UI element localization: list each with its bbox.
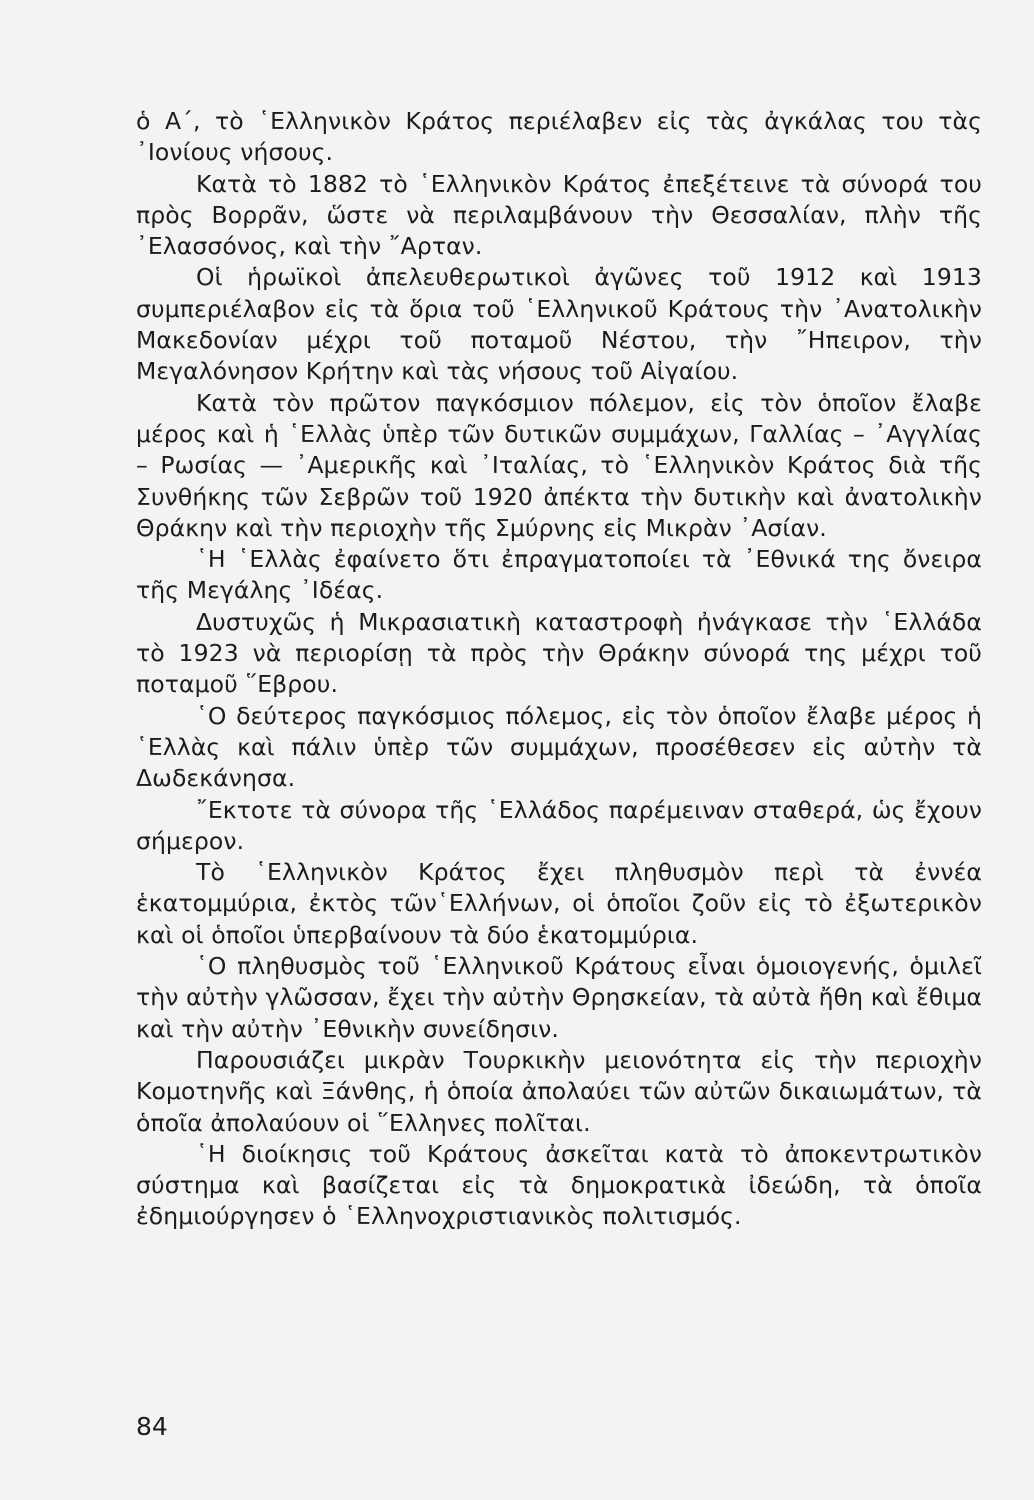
paragraph: Κατὰ τὸ 1882 τὸ ῾Ελληνικὸν Κράτος ἐπεξέτεινε τὰ σύνορά του πρὸς Βορρᾶν, ὥστε νὰ περιλαμβάνουν τὴν Θεσσαλίαν, πλὴν τῆς ᾿Ελασσόνος, καὶ τὴν ῎Αρταν.: [136, 169, 982, 261]
paragraph: ῾Η διοίκησις τοῦ Κράτους ἀσκεῖται κατὰ τὸ ἀποκεντρωτικὸν σύστημα καὶ βασίζεται εἰς τὰ δημοκρατικὰ ἰδεώδη, τὰ ὁποῖα ἐδημιούργησεν ὁ ῾Ελληνοχριστιανικὸς πολιτισμός.: [136, 1139, 982, 1231]
page-body: [136, 106, 982, 1233]
paragraph: ῎Εκτοτε τὰ σύνορα τῆς ῾Ελλάδος παρέμειναν σταθερά, ὡς ἔχουν σήμερον.: [136, 795, 982, 855]
page-number: 84: [136, 1412, 168, 1441]
paragraph: Τὸ ῾Ελληνικὸν Κράτος ἔχει πληθυσμὸν περὶ τὰ ἐννέα ἑκατομμύρια, ἐκτὸς τῶν῾Ελλήνων, οἱ ὁποῖοι ζοῦν εἰς τὸ ἐξωτερικὸν καὶ οἱ ὁποῖοι ὑπερβαίνουν τὰ δύο ἑκατομμύρια.: [136, 858, 982, 949]
paragraph: ῾Ο πληθυσμὸς τοῦ ῾Ελληνικοῦ Κράτους εἶναι ὁμοιογενής, ὁμιλεῖ τὴν αὐτὴν γλῶσσαν, ἔχει τὴν αὐτὴν Θρησκείαν, τὰ αὐτὰ ἤθη καὶ ἔθιμα καὶ τὴν αὐτὴν ᾿Εθνικὴν συνείδησιν.: [136, 952, 982, 1043]
paragraph: ῾Η ῾Ελλὰς ἐφαίνετο ὅτι ἐπραγματοποίει τὰ ᾿Εθνικά της ὄνειρα τῆς Μεγάλης ᾿Ιδέας.: [136, 545, 982, 605]
paragraph: Παρουσιάζει μικρὰν Τουρκικὴν μειονότητα εἰς τὴν περιοχὴν Κομοτηνῆς καὶ Ξάνθης, ἡ ὁποία ἀπολαύει τῶν αὐτῶν δικαιωμάτων, τὰ ὁποῖα ἀπολαύουν οἱ ῞Ελληνες πολῖται.: [136, 1045, 982, 1137]
paragraph-continuation: ὁ Α΄, τὸ ῾Ελληνικὸν Κράτος περιέλαβεν εἰς τὰς ἀγκάλας του τὰς ᾿Ιονίους νήσους.: [136, 107, 982, 167]
paragraph: Οἱ ἡρωϊκοὶ ἀπελευθερωτικοὶ ἀγῶνες τοῦ 1912 καὶ 1913 συμπεριέλαβον εἰς τὰ ὅρια τοῦ ῾Ελληνικοῦ Κράτους τὴν ᾿Ανατολικὴν Μακεδονίαν μέχρι τοῦ ποταμοῦ Νέστου, τὴν ῎Ηπειρον, τὴν Μεγαλόνησον Κρήτην καὶ τὰς νήσους τοῦ Αἰγαίου.: [136, 263, 982, 386]
paragraph: ῾Ο δεύτερος παγκόσμιος πόλεμος, εἰς τὸν ὁποῖον ἔλαβε μέρος ἡ ῾Ελλὰς καὶ πάλιν ὑπὲρ τῶν συμμάχων, προσέθεσεν εἰς αὐτὴν τὰ Δωδεκάνησα.: [136, 701, 982, 793]
paragraph: Κατὰ τὸν πρῶτον παγκόσμιον πόλεμον, εἰς τὸν ὁποῖον ἔλαβε μέρος καὶ ἡ ῾Ελλὰς ὑπὲρ τῶν δυτικῶν συμμάχων, Γαλλίας – ᾿Αγγλίας – Ρωσίας — ᾿Αμερικῆς καὶ ᾿Ιταλίας, τὸ ῾Ελληνικὸν Κράτος διὰ τῆς Συνθήκης τῶν Σεβρῶν τοῦ 1920 ἀπέκτα τὴν δυτικὴν καὶ ἀνατολικὴν Θράκην καὶ τὴν περιοχὴν τῆς Σμύρνης εἰς Μικρὰν ᾿Ασίαν.: [136, 388, 982, 542]
paragraph: Δυστυχῶς ἡ Μικρασιατικὴ καταστροφὴ ἠνάγκασε τὴν ῾Ελλάδα τὸ 1923 νὰ περιορίσῃ τὰ πρὸς τὴν Θράκην σύνορά της μέχρι τοῦ ποταμοῦ ῞Εβρου.: [136, 607, 982, 699]
